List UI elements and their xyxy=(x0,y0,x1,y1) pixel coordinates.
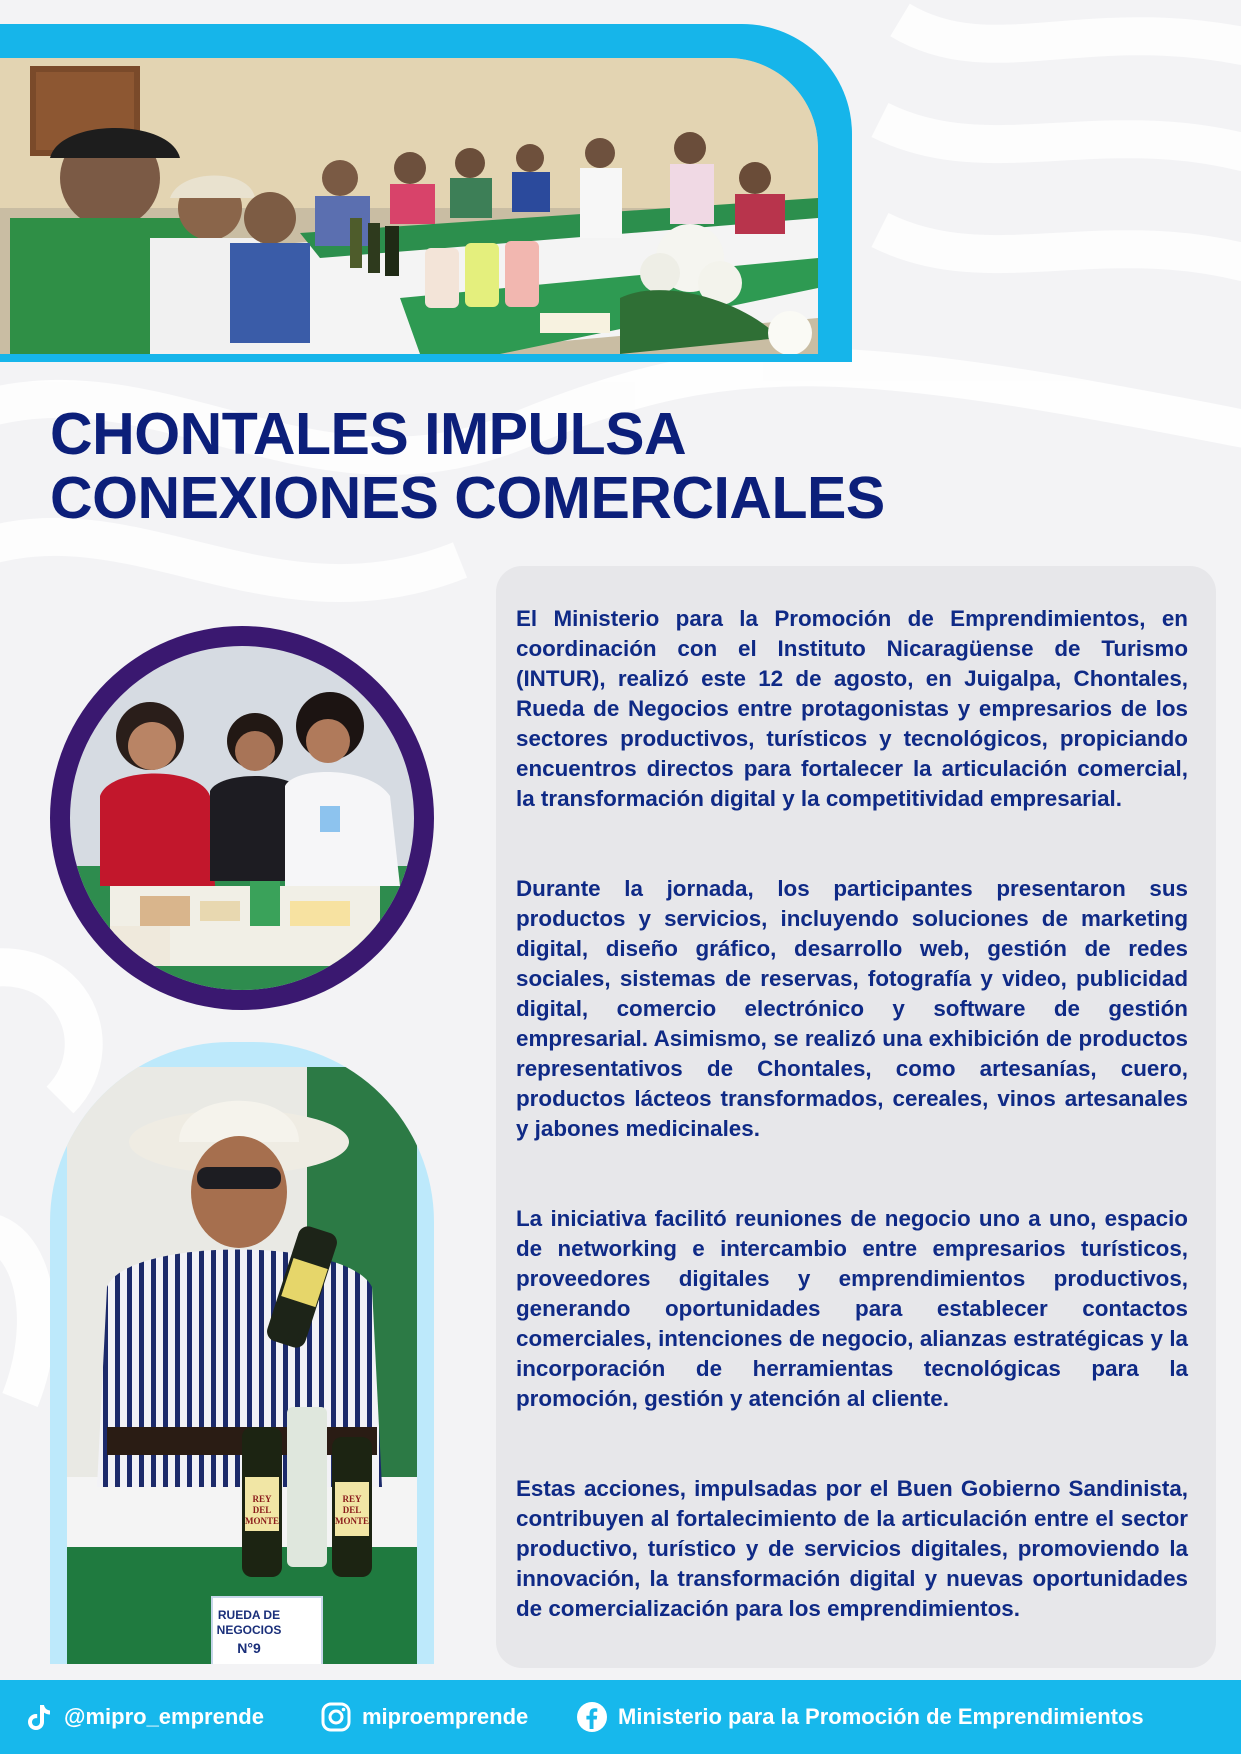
arch-photo-frame xyxy=(50,1042,434,1664)
tiktok-icon xyxy=(22,1701,54,1733)
bottle-label-1: REY xyxy=(252,1494,272,1504)
bottle-label-right-1: REY xyxy=(342,1494,362,1504)
bottle-label-2: DEL xyxy=(252,1505,272,1515)
paragraph-3: La iniciativa facilitó reuniones de negocio uno a uno, espacio de networking e intercambio entre empresarios turísticos, proveedores digitales y emprendimientos productivos, generando oportunidades para establecer contactos comerciales, intenciones de negocio, alianzas estratégicas y la incorporación de herramientas tecnológicas para la promoción, gestión y atención al cliente. xyxy=(516,1206,1188,1411)
sign-line-1: RUEDA DE xyxy=(217,1608,281,1622)
facebook-page-name: Ministerio para la Promoción de Emprendimientos xyxy=(618,1704,1144,1729)
producer-photo-illustration xyxy=(67,1067,417,1664)
facebook-icon xyxy=(576,1701,608,1733)
instagram-icon xyxy=(320,1701,352,1733)
facebook-link[interactable] xyxy=(576,1680,1144,1754)
bottle-label-right-3: MONTE xyxy=(334,1516,370,1526)
article-text-panel xyxy=(496,566,1216,1668)
headline-line-2: CONEXIONES COMERCIALES xyxy=(50,465,885,531)
paragraph-2: Durante la jornada, los participantes presentaron sus productos y servicios, incluyendo soluciones de marketing digital, diseño gráfico, desarrollo web, gestión de redes sociales, sistemas de reservas, fotografía y video, publicidad digital, comercio electrónico y software de gestión empresarial. Asimismo, se realizó una exhibición de productos representativos de Chontales, como artesanías, cuero, productos lácteos transformados, cereales, vinos artesanales y jabones medicinales. xyxy=(516,876,1188,1141)
meeting-photo-illustration xyxy=(0,58,818,354)
top-meeting-photo xyxy=(0,58,818,354)
paragraph-4: Estas acciones, impulsadas por el Buen Gobierno Sandinista, contribuyen al fortalecimiento de la articulación entre el sector productivo, turístico y de servicios digitales, promoviendo la innovación, la transformación digital y nuevas oportunidades de comercialización para los emprendimientos. xyxy=(516,1476,1188,1621)
exhibition-photo-illustration xyxy=(70,646,414,990)
tiktok-handle: @mipro_emprende xyxy=(64,1704,264,1729)
paragraph-1: El Ministerio para la Promoción de Emprendimientos, en coordinación con el Instituto Nicaragüense de Turismo (INTUR), realizó este 12 de agosto, en Juigalpa, Chontales, Rueda de Negocios entre protagonistas y empresarios de los sectores productivos, turísticos y tecnológicos, propiciando encuentros directos para fortalecer la articulación comercial, la transformación digital y la competitividad empresarial. xyxy=(516,606,1188,811)
top-photo-frame xyxy=(0,24,852,362)
sign-line-2: NEGOCIOS xyxy=(216,1623,282,1637)
social-footer xyxy=(0,1680,1241,1754)
bottle-label-3: MONTE xyxy=(244,1516,280,1526)
circle-photo-frame xyxy=(50,626,434,1010)
headline-line-1: CHONTALES IMPULSA xyxy=(50,401,687,467)
bottle-label-right-2: DEL xyxy=(342,1505,362,1515)
sign-line-3: N°9 xyxy=(237,1640,261,1656)
headline xyxy=(50,402,1050,530)
tiktok-link[interactable] xyxy=(22,1680,264,1754)
instagram-handle: miproemprende xyxy=(362,1704,529,1729)
instagram-link[interactable] xyxy=(320,1680,528,1754)
